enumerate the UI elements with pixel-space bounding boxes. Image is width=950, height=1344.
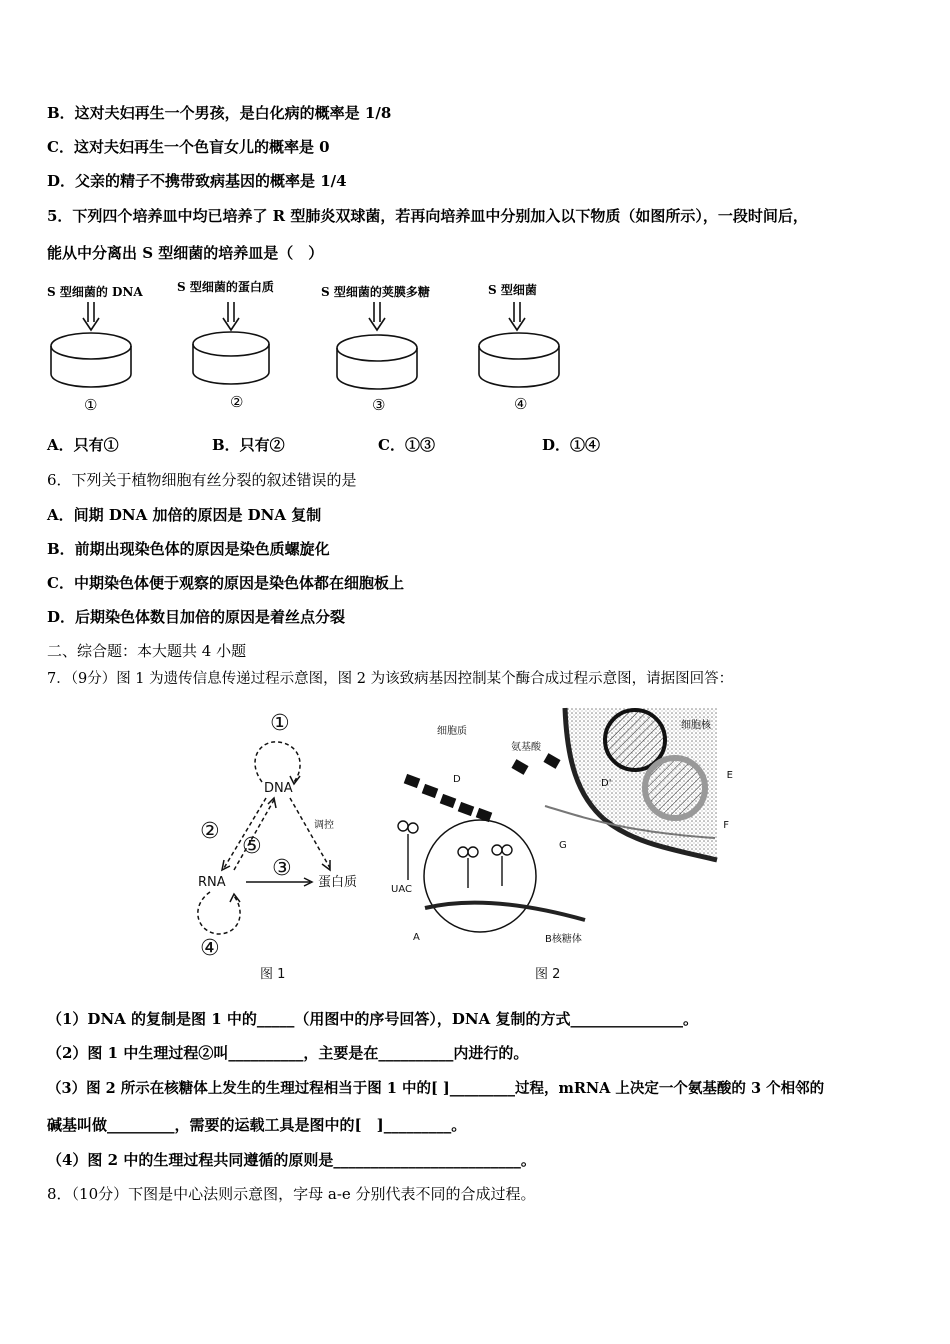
q7-sub3-line1: （3）图 2 所示在核糖体上发生的生理过程相当于图 1 中的[ ]_________过程，mRNA 上决定一个氨基酸的 3 个相邻的 [47, 1080, 825, 1097]
q8-stem: 8．（10分）下图是中心法则示意图，字母 a-e 分别代表不同的合成过程。 [47, 1185, 536, 1203]
q7-sub4: （4）图 2 中的生理过程共同遵循的原则是_________________________。 [47, 1151, 536, 1169]
trna [398, 821, 512, 888]
dish-1-label: S 型细菌的 DNA [47, 285, 143, 299]
q5-option-d: D．①④ [542, 436, 601, 454]
fig1-num-3: ③ [272, 856, 292, 881]
ribosome-b [424, 820, 536, 932]
q4-option-d: D．父亲的精子不携带致病基因的概率是 1/4 [47, 172, 347, 190]
q5-option-c: C．①③ [378, 436, 435, 454]
petri-dish-4 [479, 333, 559, 387]
petri-dish-2 [193, 332, 269, 384]
fig2-d2-label: D' [601, 778, 612, 789]
fig1-note: 调控 [314, 820, 334, 831]
dish-3-label: S 型细菌的荚膜多糖 [321, 285, 430, 299]
petri-dish-3 [337, 335, 417, 389]
fig1-caption: 图 1 [260, 967, 286, 982]
q7-sub2: （2）图 1 中生理过程②叫__________，主要是在__________内进行的。 [47, 1044, 529, 1062]
q4-option-c: C．这对夫妇再生一个色盲女儿的概率是 0 [47, 138, 330, 156]
figure-2-translation [391, 700, 735, 990]
fig1-num-1: ① [270, 711, 290, 736]
mrna-strand [425, 903, 585, 920]
q6-stem: 6．下列关于植物细胞有丝分裂的叙述错误的是 [47, 471, 357, 489]
dish-2-number: ② [230, 393, 244, 411]
q6-option-d: D．后期染色体数目加倍的原因是着丝点分裂 [47, 608, 346, 626]
fig2-a-label: A [413, 932, 420, 943]
arrow-icon [83, 302, 525, 330]
dish-4-label: S 型细菌 [488, 283, 537, 297]
fig1-dna-label: DNA [264, 781, 293, 796]
q7-stem: 7．（9分）图 1 为遗传信息传递过程示意图，图 2 为该致病基因控制某个酶合成过程示意图，请据图回答： [47, 671, 734, 687]
q6-option-c: C．中期染色体便于观察的原因是染色体都在细胞板上 [47, 574, 404, 592]
dish-3-number: ③ [372, 396, 386, 414]
fig1-protein-label: 蛋白质 [318, 875, 358, 890]
fig2-nucleus-label: 细胞核 [681, 720, 711, 731]
fig2-d-label: D [453, 774, 461, 785]
fig2-uac-label: UAC [391, 884, 412, 895]
dna-helix-2 [645, 758, 705, 818]
q5-stem-line1: 5．下列四个培养皿中均已培养了 R 型肺炎双球菌，若再向培养皿中分别加入以下物质（如图所示），一段时间后， [47, 207, 808, 225]
q6-option-a: A．间期 DNA 加倍的原因是 DNA 复制 [47, 506, 322, 524]
q7-sub1: （1）DNA 的复制是图 1 中的_____（用图中的序号回答），DNA 复制的方式_______________。 [47, 1010, 698, 1028]
fig1-rna-label: RNA [198, 875, 226, 890]
figure-1-central-dogma [190, 700, 390, 990]
fig2-amino-acid-label: 氨基酸 [511, 742, 541, 753]
fig1-num-2: ② [200, 819, 220, 844]
dish-4-number: ④ [514, 395, 528, 413]
q6-option-b: B．前期出现染色体的原因是染色质螺旋化 [47, 540, 330, 558]
petri-dish-1 [51, 333, 131, 387]
amino-acid-chain [404, 753, 561, 822]
fig1-num-5: ⑤ [242, 834, 262, 859]
petri-dishes-drawing [40, 300, 600, 400]
fig2-cytoplasm-label: 细胞质 [437, 726, 467, 737]
fig2-f-label: F [723, 820, 729, 831]
fig2-g-label: G [559, 840, 567, 851]
section-heading: 二、综合题：本大题共 4 小题 [47, 642, 247, 660]
fig2-b-ribosome-label: B核糖体 [545, 934, 582, 945]
q4-option-b: B．这对夫妇再生一个男孩，是白化病的概率是 1/8 [47, 104, 392, 122]
fig2-caption: 图 2 [535, 967, 561, 982]
q5-option-a: A．只有① [47, 436, 119, 454]
q7-sub3-line2: 碱基叫做_________，需要的运载工具是图中的[ ]_________。 [47, 1116, 467, 1134]
dish-1-number: ① [84, 396, 98, 414]
fig2-e-label: E [726, 770, 733, 781]
q5-stem-line2: 能从中分离出 S 型细菌的培养皿是（ ） [47, 244, 324, 262]
dna-helix-1 [605, 710, 665, 770]
dish-2-label: S 型细菌的蛋白质 [177, 280, 274, 294]
fig1-num-4: ④ [200, 936, 220, 961]
q5-option-b: B．只有② [212, 436, 285, 454]
